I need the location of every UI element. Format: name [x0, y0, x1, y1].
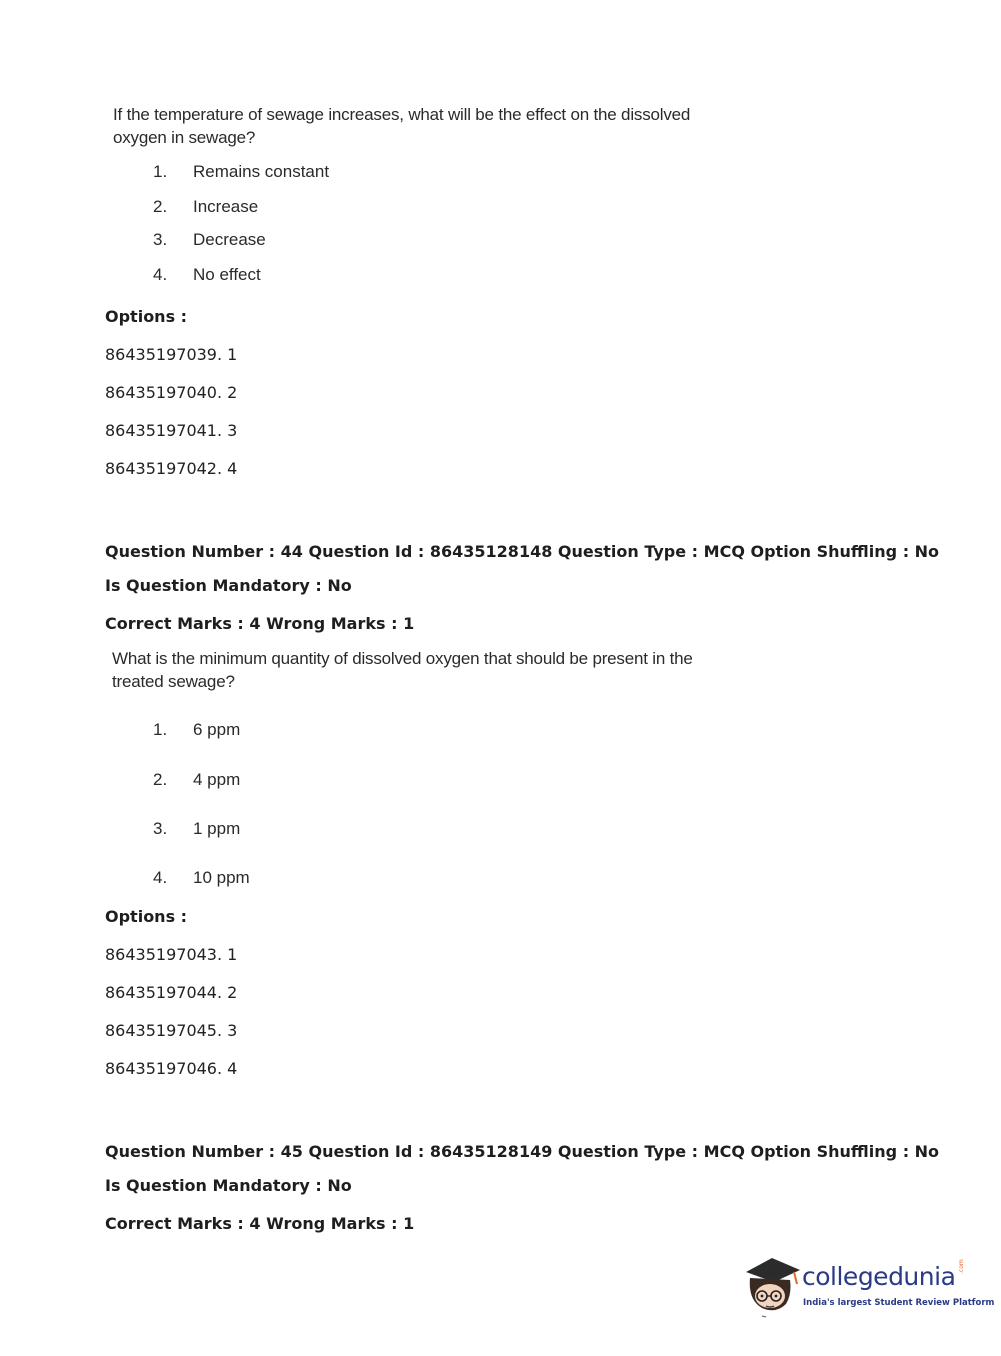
question-mandatory: Is Question Mandatory : No: [105, 576, 352, 595]
choice-item: [153, 162, 329, 182]
choice-item: [153, 230, 266, 250]
question-marks: Correct Marks : 4 Wrong Marks : 1: [105, 614, 415, 633]
option-line: 86435197046. 4: [105, 1059, 238, 1078]
question-line: What is the minimum quantity of dissolved oxygen that should be present in the: [112, 649, 693, 668]
choice-text: Remains constant: [193, 162, 330, 181]
choice-text: No effect: [193, 265, 261, 284]
option-line: 86435197039. 1: [105, 345, 238, 364]
question-line: oxygen in sewage?: [113, 128, 256, 147]
choice-text: 10 ppm: [193, 868, 250, 887]
choice-number: 1.: [153, 162, 168, 181]
choice-item: [153, 868, 250, 888]
options-label: Options :: [105, 307, 188, 326]
choice-item: [153, 265, 261, 285]
choice-text: Decrease: [193, 230, 266, 249]
choice-number: 4.: [153, 868, 168, 887]
option-line: 86435197040. 2: [105, 383, 238, 402]
choice-number: 2.: [153, 197, 168, 216]
choice-text: Increase: [193, 197, 259, 216]
option-line: 86435197041. 3: [105, 421, 238, 440]
choice-number: 3.: [153, 819, 168, 838]
choice-item: [153, 720, 240, 740]
logo-tagline: India's largest Student Review Platform: [803, 1298, 995, 1308]
question-line: treated sewage?: [112, 672, 235, 691]
options-label: Options :: [105, 907, 188, 926]
question-text: [113, 103, 690, 149]
choice-text: 6 ppm: [193, 720, 241, 739]
choice-number: 4.: [153, 265, 168, 284]
question-marks: Correct Marks : 4 Wrong Marks : 1: [105, 1214, 415, 1233]
option-line: 86435197043. 1: [105, 945, 238, 964]
choice-text: 4 ppm: [193, 770, 241, 789]
question-header: Question Number : 44 Question Id : 86435128148 Question Type : MCQ Option Shuffling : No: [105, 542, 940, 561]
logo-wordmark: collegedunia: [802, 1262, 956, 1291]
choice-item: [153, 819, 240, 839]
collegedunia-logo: [742, 1250, 995, 1320]
choice-item: [153, 197, 258, 217]
question-line: If the temperature of sewage increases, what will be the effect on the dissolved: [113, 105, 691, 124]
choice-number: 3.: [153, 230, 168, 249]
mascot-icon: [742, 1250, 804, 1320]
option-line: 86435197045. 3: [105, 1021, 238, 1040]
question-mandatory: Is Question Mandatory : No: [105, 1176, 352, 1195]
option-line: 86435197042. 4: [105, 459, 238, 478]
option-line: 86435197044. 2: [105, 983, 238, 1002]
choice-number: 1.: [153, 720, 168, 739]
question-text: [112, 647, 693, 693]
choice-text: 1 ppm: [193, 819, 241, 838]
choice-item: [153, 770, 240, 790]
logo-suffix: .com: [958, 1259, 965, 1274]
question-header: Question Number : 45 Question Id : 86435128149 Question Type : MCQ Option Shuffling : No: [105, 1142, 940, 1161]
choice-number: 2.: [153, 770, 168, 789]
